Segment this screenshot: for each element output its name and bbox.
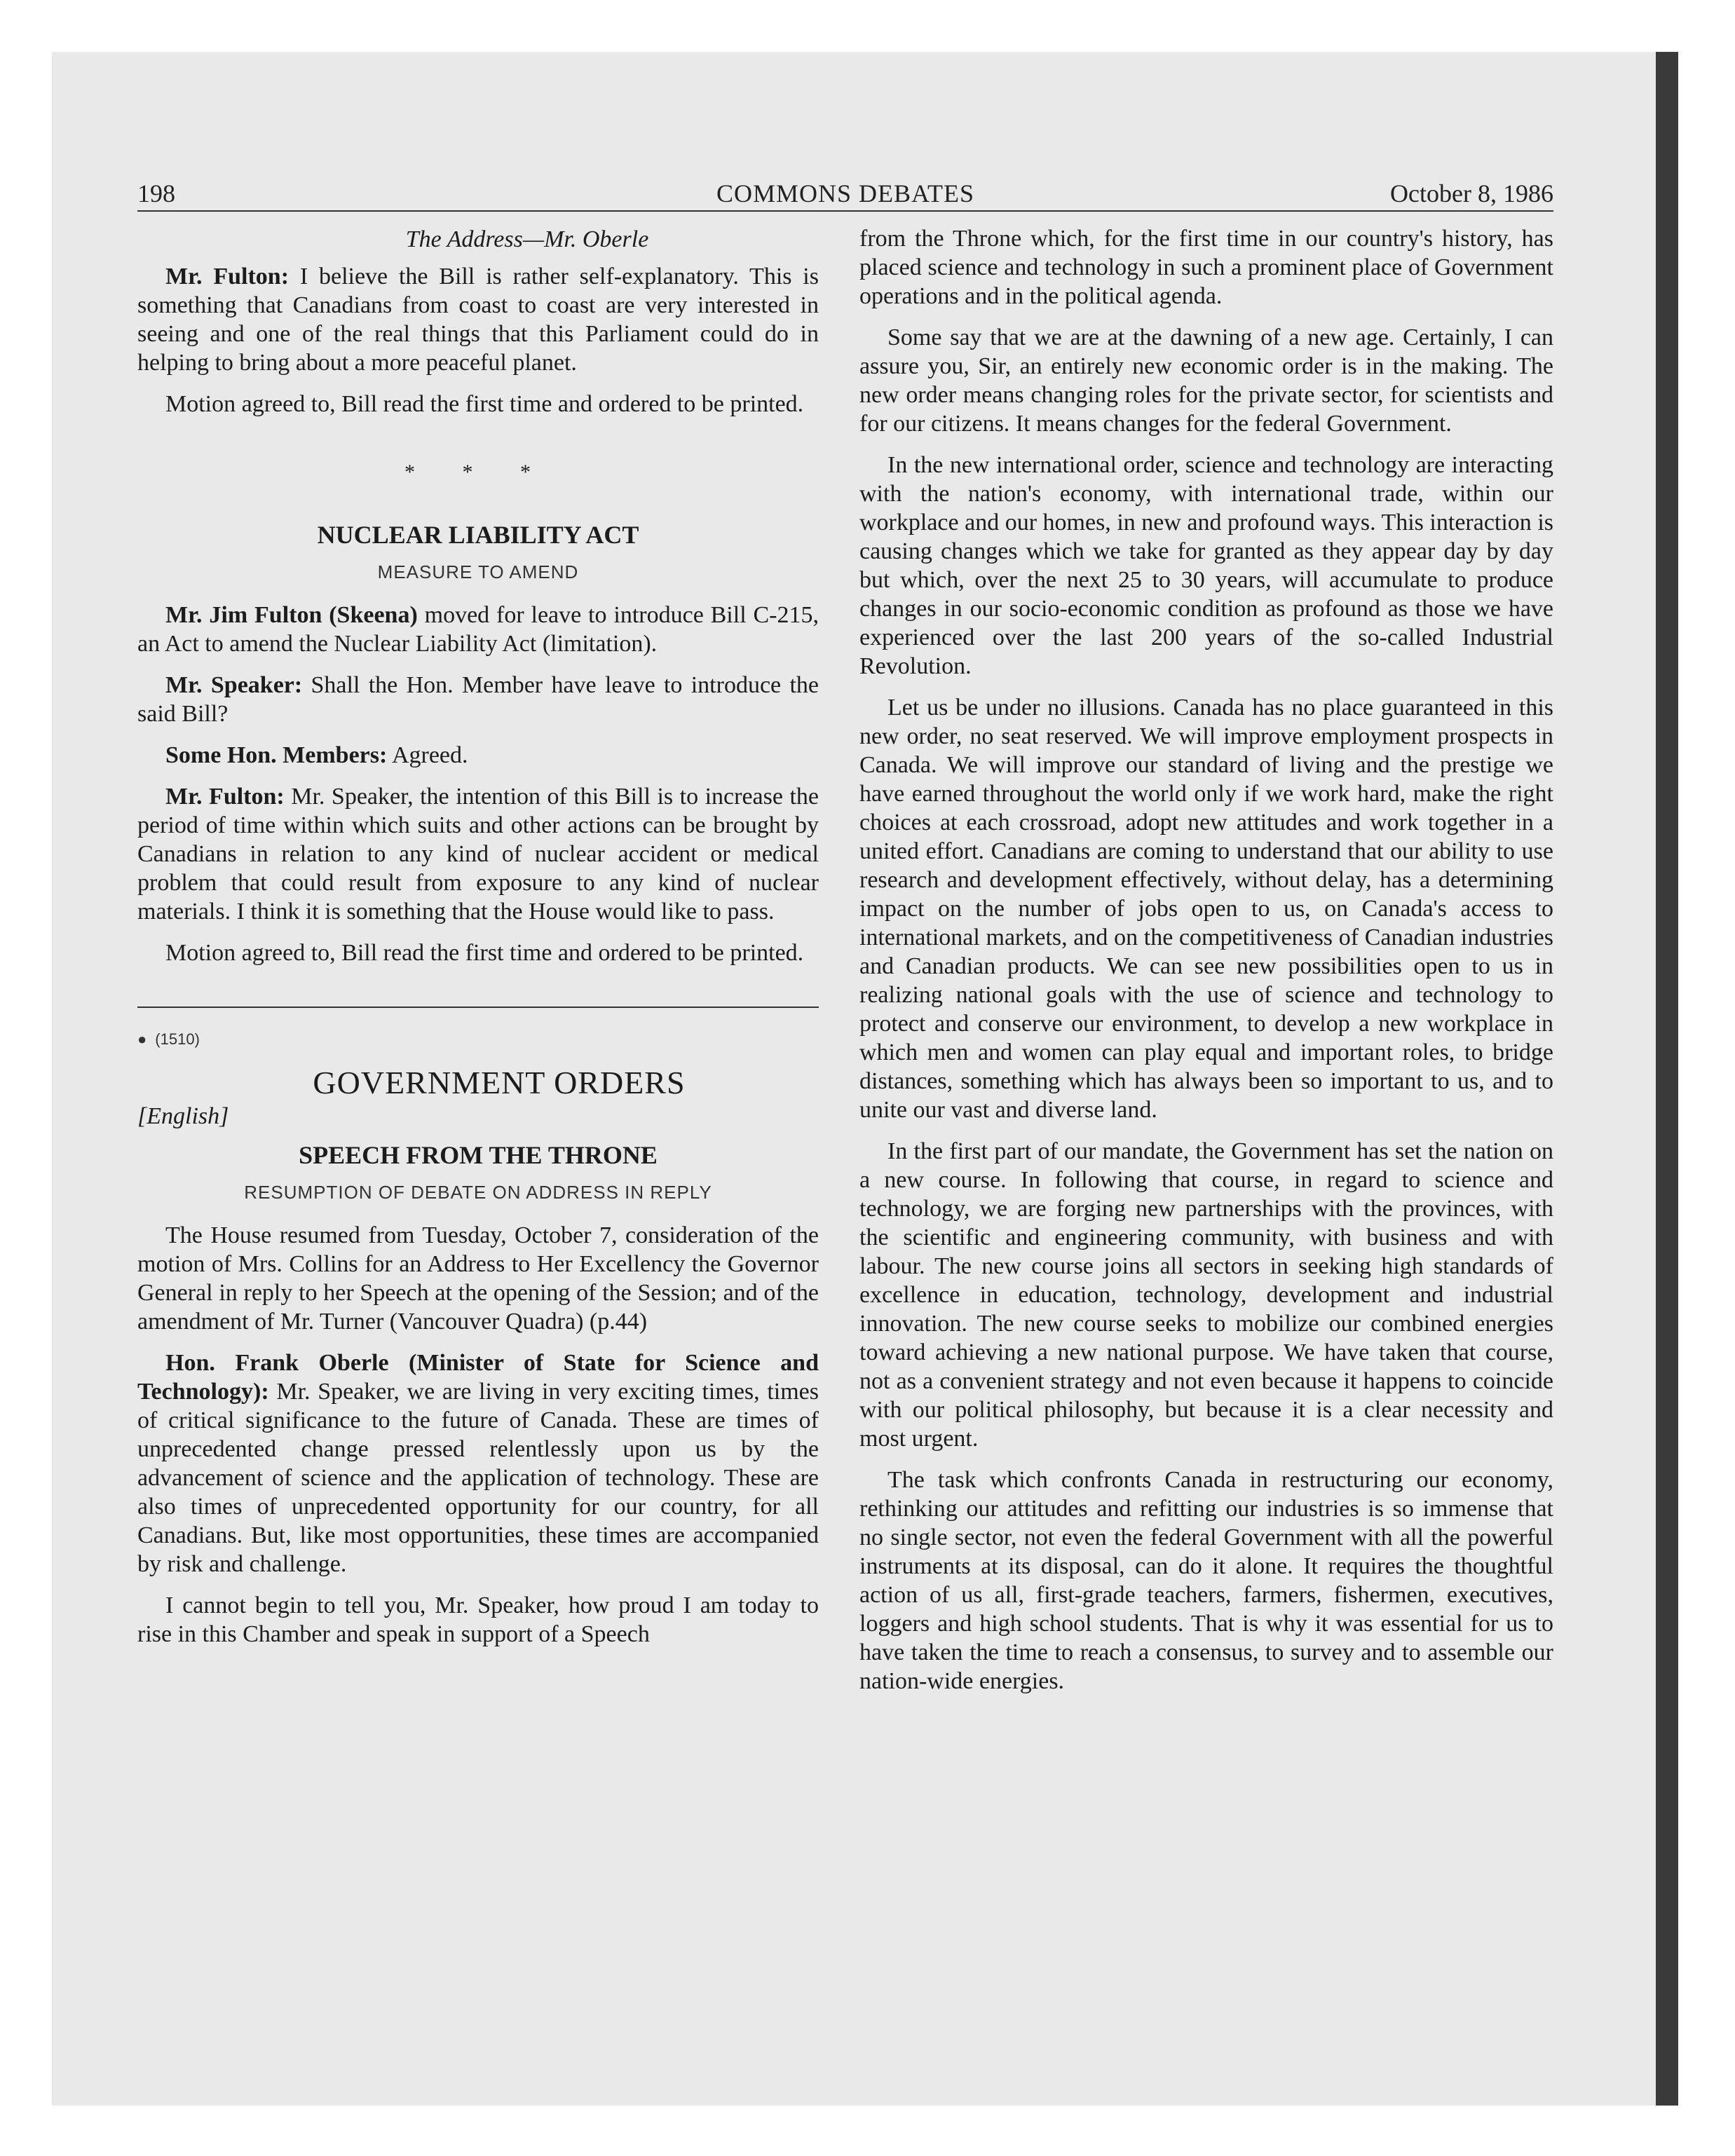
paragraph: Let us be under no illusions. Canada has no place guaranteed in this new order, no seat reserved. We will improve employment prospects in Canada. We will improve our standard of living and the prestige we have earned throughout the world only if we work hard, make the right choices at each crossroad, adopt new attitudes and work together in a united effort. Canadians are coming to understand that our ability to use research and development effectively, without delay, has a determining impact on the number of jobs open to us, on Canada's access to international markets, and on the competitiveness of Canadian industries and Canadian products. We can see new possibilities open to us in realizing national goals with the use of science and technology to protect and conserve our environment, to develop a new workplace in which men and women can play equal and important roles, to bridge distances, something which has always been so important to us, and to unite our vast and diverse land.	[859, 695, 1553, 1123]
left-column	[137, 224, 819, 1661]
speaker-name: Mr. Fulton:	[165, 264, 290, 289]
speaker-name: Mr. Speaker:	[165, 672, 303, 698]
speaker-name: Hon. Frank Oberle (Minister of State for Science and Technology):	[137, 1350, 819, 1405]
timestamp: ● (1510)	[137, 1030, 200, 1048]
paragraph	[137, 601, 819, 658]
paragraph: Motion agreed to, Bill read the first time and ordered to be printed.	[165, 940, 804, 966]
paragraph: In the new international order, science and technology are interacting with the nation's economy, with international trade, within our workplace and our homes, in new and profound ways. This interaction is causing changes which we take for granted as they appear day by day but which, over the next 25 to 30 years, will accumulate to produce changes in our socio-economic condition as profound as those we have experienced over the last 200 years of the so-called Industrial Revolution.	[859, 452, 1553, 679]
section-subheading: MEASURE TO AMEND	[377, 561, 579, 582]
header-rule	[137, 210, 1553, 212]
paragraph	[137, 741, 819, 770]
section-heading: NUCLEAR LIABILITY ACT	[317, 521, 639, 549]
paragraph	[137, 671, 819, 728]
publication-title: COMMONS DEBATES	[716, 179, 975, 207]
speech-text: moved for leave to introduce Bill C-215, an Act to amend the Nuclear Liability Act (limitation).	[137, 602, 819, 657]
section-subheading: RESUMPTION OF DEBATE ON ADDRESS IN REPLY	[244, 1182, 712, 1203]
speech-text: Mr. Speaker, we are living in very exciting times, times of critical significance to the future of Canada. These are times of unprecedented change pressed relentlessly upon us by the advancement of science and the application of technology. These are also times of unprecedented opportunity for our country, for all Canadians. But, like most opportunities, these times are accompanied by risk and challenge.	[137, 1379, 819, 1577]
page-number: 198	[137, 179, 175, 207]
paragraph	[137, 262, 819, 377]
scan-edge-bar	[1656, 52, 1678, 2106]
section-rule	[137, 1007, 819, 1008]
right-column	[859, 224, 1553, 1708]
paragraph: The House resumed from Tuesday, October 7, consideration of the motion of Mrs. Collins for an Address to Her Excellency the Governor General in reply to her Speech at the opening of the Session; and of the amendment of Mr. Turner (Vancouver Quadra) (p.44)	[137, 1222, 819, 1335]
paragraph	[137, 1349, 819, 1578]
bullet-icon: ●	[137, 1030, 147, 1048]
speaker-name: Mr. Fulton:	[165, 784, 285, 810]
order-heading: GOVERNMENT ORDERS	[313, 1065, 686, 1100]
paragraph: I cannot begin to tell you, Mr. Speaker, how proud I am today to rise in this Chamber and speak in support of a Speech	[137, 1592, 819, 1647]
speech-text: Mr. Speaker, the intention of this Bill is to increase the period of time within which suits and other actions can be brought by Canadians in relation to any kind of nuclear accident or medical problem that could result from exposure to any kind of nuclear materials. I think it is something that the House would like to pass.	[137, 784, 819, 925]
speaker-name: Some Hon. Members:	[165, 742, 388, 768]
section-separator: * * *	[404, 460, 552, 484]
paragraph: In the first part of our mandate, the Government has set the nation on a new course. In following that course, in regard to science and technology, we are forging new partnerships with the provinces, with the scientific and engineering community, with business and with labour. The new course joins all sectors in seeking high standards of excellence in education, technology, development and industrial innovation. The new course seeks to mobilize our combined energies toward achieving a new national purpose. We have taken that course, not as a convenient strategy and not even because it happens to coincide with our political philosophy, but because it is a clear necessity and most urgent.	[859, 1138, 1553, 1452]
paragraph	[137, 782, 819, 926]
paragraph: Motion agreed to, Bill read the first time and ordered to be printed.	[165, 391, 804, 417]
speech-text: I believe the Bill is rather self-explanatory. This is something that Canadians from coast to coast are very interested in seeing and one of the real things that this Parliament could do in helping to bring about a more peaceful planet.	[137, 264, 819, 376]
paragraph: The task which confronts Canada in restructuring our economy, rethinking our attitudes and refitting our industries is so immense that no single sector, not even the federal Government with all the powerful instruments at its disposal, can do it alone. It requires the thoughtful action of us all, first-grade teachers, farmers, fishermen, executives, loggers and high school students. That is why it was essential for us to have taken the time to reach a consensus, to survey and to assemble our nation-wide energies.	[859, 1467, 1553, 1694]
paragraph: from the Throne which, for the first time in our country's history, has placed science and technology in such a prominent place of Government operations and in the political agenda.	[859, 226, 1553, 309]
speaker-name: Mr. Jim Fulton (Skeena)	[165, 602, 418, 628]
speech-text: Agreed.	[387, 742, 468, 768]
section-heading: SPEECH FROM THE THRONE	[299, 1141, 658, 1169]
language-marker: [English]	[137, 1103, 229, 1129]
speech-text: Shall the Hon. Member have leave to introduce the said Bill?	[137, 672, 819, 727]
running-head: The Address—Mr. Oberle	[405, 226, 649, 252]
page-header	[137, 175, 1553, 212]
paragraph: Some say that we are at the dawning of a new age. Certainly, I can assure you, Sir, an entirely new economic order is in the making. The new order means changing roles for the private sector, for scientists and for our citizens. It means changes for the federal Government.	[859, 325, 1553, 437]
publication-date: October 8, 1986	[1390, 179, 1553, 207]
